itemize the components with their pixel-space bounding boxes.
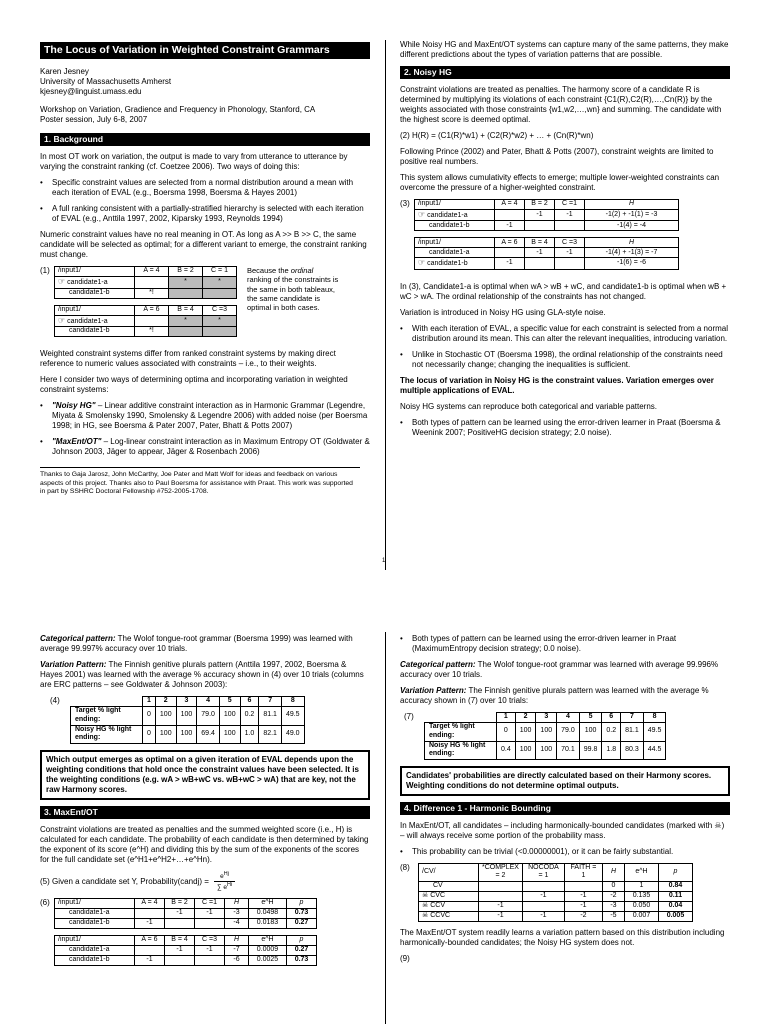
harmony-header: H bbox=[585, 238, 679, 248]
violation-cell bbox=[169, 327, 203, 337]
column-header: 2 bbox=[515, 713, 536, 723]
constraint-header: C =3 bbox=[195, 936, 225, 946]
tableau-input: /input1/ bbox=[415, 238, 495, 248]
violation-cell: -1 bbox=[495, 221, 525, 231]
table-cell: 82.1 bbox=[259, 725, 282, 744]
table-cell: 100 bbox=[155, 725, 176, 744]
tableau-input: /CV/ bbox=[419, 863, 479, 882]
section-heading: 3. MaxEnt/OT bbox=[40, 806, 370, 819]
author-affiliation: University of Massachusetts Amherst bbox=[40, 77, 172, 87]
prob-header: p bbox=[287, 936, 317, 946]
pointing-hand-icon: ☞ bbox=[418, 209, 426, 219]
violation-cell: -1 bbox=[555, 209, 585, 221]
paragraph: In most OT work on variation, the output is made to vary from utterance to utterance by varying the constraint ranking (cf. Coetzee 2006). Two ways of doing this: bbox=[40, 151, 348, 171]
constraint-header: NOCODA = 1 bbox=[522, 863, 564, 882]
candidate-cell bbox=[419, 902, 479, 912]
tableaux bbox=[54, 898, 317, 972]
violation-cell: * bbox=[203, 276, 237, 288]
table-cell: 1.0 bbox=[240, 725, 259, 744]
table-cell: 100 bbox=[219, 725, 240, 744]
constraint-header: A = 6 bbox=[135, 305, 169, 315]
candidate-label: candidate1-a bbox=[427, 211, 468, 219]
equation-2: (2) H(R) = (C1(R)*w1) + (C2(R)*w2) + … + (Cn(R)*wn) bbox=[400, 130, 594, 140]
column-header: 5 bbox=[219, 697, 240, 707]
section-heading: 1. Background bbox=[40, 133, 370, 146]
candidate-label: candidate1-b bbox=[55, 956, 135, 966]
paragraph: Variation Pattern: The Finnish genitive plurals pattern (Anttila 1997, 2002, Boersma & Hayes 2001) was learned with the average % accuracy shown in (4) over 10 trials (columns are ERC patterns – see Goldwater & Johnson 2003): bbox=[40, 660, 364, 689]
violation-cell: -1 bbox=[555, 248, 585, 258]
constraint-header: C =1 bbox=[555, 199, 585, 209]
example-8 bbox=[400, 863, 730, 923]
table-cell: 49.5 bbox=[643, 723, 666, 742]
column-header: 6 bbox=[240, 697, 259, 707]
paragraph: In MaxEnt/OT, all candidates – including harmonically-bounded candidates (marked with ☠) – will always receive some portion of the probability mass. bbox=[400, 820, 725, 840]
candidate-cell bbox=[55, 315, 135, 327]
constraint-header: B = 2 bbox=[169, 266, 203, 276]
poster-page-2 bbox=[0, 610, 768, 1024]
table-cell: 100 bbox=[219, 707, 240, 726]
page-number: 1 bbox=[382, 558, 386, 564]
constraint-header: C =1 bbox=[195, 899, 225, 909]
violation-cell bbox=[495, 248, 525, 258]
constraint-header: C =3 bbox=[203, 305, 237, 315]
paragraph: Constraint violations are treated as penalties and the summed weighted score (i.e., H) is calculated for each candidate. The probability of each candidate is then determined by taking the exponent of its score (e^H) and dividing this by the sum of the exponents of the scores for the full candidate set (e^H1+e^H2+…+e^Hn). bbox=[40, 824, 369, 864]
violation-cell: -1 bbox=[495, 258, 525, 270]
bullet-list bbox=[400, 418, 730, 438]
example-number: (1) bbox=[40, 265, 50, 275]
table-cell: 1.8 bbox=[602, 741, 621, 760]
bullet-item: • Both types of pattern can be learned using the error-driven learner in Praat (MaximumEntropy decision strategy; 0.0 noise). bbox=[400, 634, 730, 654]
candidate-cell bbox=[419, 912, 479, 922]
harmony-header: H bbox=[225, 899, 249, 909]
constraint-header: B = 2 bbox=[525, 199, 555, 209]
table-cell: 0.2 bbox=[240, 707, 259, 726]
paragraph: While Noisy HG and MaxEnt/OT systems can capture many of the same patterns, they make different predictions about the types of variation patterns that are possible. bbox=[400, 40, 729, 59]
footnote: Thanks to Gaja Jarosz, John McCarthy, Joe Pater and Matt Wolf for ideas and feedback on various aspects of this project. Thanks also to Paul Boersma for assistance with Praat. This work was supported in part by SSHRC Doctoral Fellowship #752-2005-1708. bbox=[40, 467, 360, 496]
column-header: 8 bbox=[643, 713, 666, 723]
constraint-header: A = 6 bbox=[135, 936, 165, 946]
candidate-label: candidate1-a bbox=[67, 317, 108, 325]
table-cell: 0 bbox=[143, 725, 156, 744]
table-cell: 79.0 bbox=[557, 723, 580, 742]
bullet-list bbox=[400, 634, 730, 654]
table-cell: 44.5 bbox=[643, 741, 666, 760]
table-cell: 100 bbox=[515, 741, 536, 760]
table-cell: 49.0 bbox=[281, 725, 304, 744]
candidate-label: candidate1-a bbox=[67, 278, 108, 286]
example-3 bbox=[400, 199, 730, 277]
column-header: 4 bbox=[557, 713, 580, 723]
table-cell: 100 bbox=[536, 741, 557, 760]
tableau: /input1/ A = 4 B = 2 C =1 H e^H p candidate1-a -1 -1 -3 0.0498 0.73 candidate1-b -1 -4 0.0183 0.27 bbox=[54, 898, 317, 929]
table-cell: 100 bbox=[515, 723, 536, 742]
exp-header: e^H bbox=[249, 936, 287, 946]
violation-cell: *! bbox=[135, 288, 169, 298]
pointing-hand-icon: ☞ bbox=[418, 258, 426, 268]
example-number: (6) bbox=[40, 898, 50, 908]
bullet-item: • Specific constraint values are selected from a normal distribution around a mean with each iteration of EVAL (e.g., Boersma 1998, Boersma & Hayes 2001) bbox=[40, 178, 370, 198]
bullet-item: • A full ranking consistent with a partially-stratified hierarchy is selected with each iteration of EVAL (e.g., Anttila 1997, 2002, Kiparsky 1993, Reynolds 1994) bbox=[40, 204, 370, 224]
candidate-label: candidate1-b bbox=[55, 919, 135, 929]
example-number: (7) bbox=[404, 712, 414, 721]
constraint-header: FAITH = 1 bbox=[564, 863, 602, 882]
table-cell: 80.3 bbox=[621, 741, 644, 760]
paragraph: The MaxEnt/OT system readily learns a variation pattern based on this distribution including harmonically-bounded candidates; the Noisy HG system does not. bbox=[400, 928, 725, 948]
venue-block bbox=[40, 105, 370, 125]
key-claim: The locus of variation in Noisy HG is the constraint values. Variation emerges over multiple applications of EVAL. bbox=[400, 376, 714, 396]
table-cell: 81.1 bbox=[621, 723, 644, 742]
violation-cell bbox=[555, 221, 585, 231]
table-cell: 69.4 bbox=[197, 725, 220, 744]
prob-header: p bbox=[658, 863, 692, 882]
constraint-header: C =3 bbox=[555, 238, 585, 248]
constraint-header: B = 4 bbox=[525, 238, 555, 248]
harmony-cell: -1(4) = -4 bbox=[585, 221, 679, 231]
bullet-item: • "MaxEnt/OT" – Log-linear constraint interaction as in Maximum Entropy OT (Goldwater & Johnson 2003, Jäger to appear, Jäger & Rosenbach 2006) bbox=[40, 437, 370, 457]
table-cell: 49.5 bbox=[281, 707, 304, 726]
candidate-label: candidate1-a bbox=[55, 909, 135, 919]
venue-line: Poster session, July 6-8, 2007 bbox=[40, 115, 148, 125]
example-number: (8) bbox=[400, 862, 410, 872]
example-6 bbox=[40, 898, 370, 972]
column-divider bbox=[385, 632, 386, 1024]
constraint-header: B = 4 bbox=[165, 936, 195, 946]
constraint-header: A = 4 bbox=[135, 899, 165, 909]
violation-cell bbox=[135, 315, 169, 327]
violation-cell: * bbox=[169, 315, 203, 327]
venue-line: Workshop on Variation, Gradience and Frequency in Phonology, Stanford, CA bbox=[40, 105, 316, 115]
paragraph: Here I consider two ways of determining optima and incorporating variation in weighted constraint systems: bbox=[40, 375, 348, 395]
candidate-label: candidate1-b bbox=[55, 327, 135, 337]
candidate-label: CVC bbox=[430, 892, 446, 900]
left-column bbox=[40, 0, 370, 497]
candidate-label: candidate1-a bbox=[55, 946, 135, 956]
harmony-header: H bbox=[585, 199, 679, 209]
column-header: 5 bbox=[579, 713, 602, 723]
violation-cell: * bbox=[169, 276, 203, 288]
row-header: Noisy HG % light ending: bbox=[71, 725, 143, 744]
bullet-list bbox=[400, 324, 730, 370]
column-header: 1 bbox=[143, 697, 156, 707]
paragraph: Noisy HG systems can reproduce both categorical and variable patterns. bbox=[400, 402, 658, 412]
tableau-input: /input1/ bbox=[55, 305, 135, 315]
example-4 bbox=[40, 696, 370, 744]
constraint-header: A = 4 bbox=[495, 199, 525, 209]
key-claim-box: Candidates' probabilities are directly calculated based on their Harmony scores. Weighting conditions do not determine optimal outputs. bbox=[400, 766, 730, 796]
author-block bbox=[40, 67, 370, 97]
constraint-header: *COMPLEX = 2 bbox=[479, 863, 523, 882]
paragraph: Categorical pattern: The Wolof tongue-root grammar was learned with average 99.996% accuracy over 10 trials. bbox=[400, 660, 719, 679]
tableau-input: /input1/ bbox=[55, 936, 135, 946]
row-header: Target % light ending: bbox=[425, 723, 497, 742]
column-header: 2 bbox=[155, 697, 176, 707]
table-cell: 79.0 bbox=[197, 707, 220, 726]
example-number: (4) bbox=[50, 696, 60, 705]
tableau-input: /input1/ bbox=[55, 899, 135, 909]
table-cell: 70.1 bbox=[557, 741, 580, 760]
violation-cell bbox=[203, 288, 237, 298]
violation-cell bbox=[495, 209, 525, 221]
tableaux bbox=[414, 199, 679, 277]
violation-cell bbox=[525, 258, 555, 270]
table-cell: 100 bbox=[536, 723, 557, 742]
tableau bbox=[414, 199, 679, 232]
tableau-input: /input1/ bbox=[415, 199, 495, 209]
key-claim-box: Which output emerges as optimal on a given iteration of EVAL depends upon the weighting conditions that hold once the constraint values have been selected. It is the weighting conditions (e.g. wA > wB+wC vs. wB+wC > wA) that are key, not the raw Harmony scores. bbox=[40, 750, 370, 800]
pointing-hand-icon: ☞ bbox=[58, 315, 66, 325]
column-header: 3 bbox=[536, 713, 557, 723]
harmony-header: H bbox=[602, 863, 624, 882]
candidate-label: candidate1-b bbox=[415, 221, 495, 231]
table-cell: 100 bbox=[155, 707, 176, 726]
constraint-header: C = 1 bbox=[203, 266, 237, 276]
violation-cell bbox=[169, 288, 203, 298]
candidate-cell bbox=[419, 892, 479, 902]
prob-header: p bbox=[287, 899, 317, 909]
harmony-cell: -1(2) + -1(1) = -3 bbox=[585, 209, 679, 221]
candidate-label: CCVC bbox=[430, 912, 451, 920]
tableau: /CV/ *COMPLEX = 2 NOCODA = 1 FAITH = 1 H e^H p CV 0 1 0.84 ☠ CVC -1 -1 -2 0.135 0.11 ☠ CCV -1 -1 -3 0.050 0.04 ☠ CCVC -1 -1 -2 -5 0.007 0.005 bbox=[418, 863, 693, 923]
paragraph: This system allows cumulativity effects to emerge; multiple lower-weighted constraints can overcome the pressure of a higher-weighted constraint. bbox=[400, 172, 720, 192]
violation-cell: -1 bbox=[525, 248, 555, 258]
column-divider bbox=[385, 40, 386, 570]
candidate-cell bbox=[415, 258, 495, 270]
equation-5: (5) Given a candidate set Y, Probability(candj) = $e^{Hj}$ ∑ $e^{Hi}$ bbox=[40, 871, 370, 893]
probability-fraction: $e^{Hj}$ ∑ $e^{Hi}$ bbox=[214, 871, 235, 893]
violation-cell bbox=[525, 221, 555, 231]
violation-cell bbox=[555, 258, 585, 270]
violation-cell: *! bbox=[135, 327, 169, 337]
column-header: 8 bbox=[281, 697, 304, 707]
poster-title: The Locus of Variation in Weighted Constraint Grammars bbox=[40, 42, 370, 59]
tableaux bbox=[54, 266, 237, 344]
column-header: 1 bbox=[497, 713, 516, 723]
bullet-item: • Both types of pattern can be learned using the error-driven learner in Praat (Boersma & Weenink 2007; PositiveHG decision strategy; 2.0 noise). bbox=[400, 418, 730, 438]
right-column bbox=[400, 610, 730, 970]
tableau bbox=[54, 266, 237, 299]
skull-icon: ☠ bbox=[422, 912, 429, 920]
tableau-input: /input1/ bbox=[55, 266, 135, 276]
harmony-cell: -1(4) + -1(3) = -7 bbox=[585, 248, 679, 258]
candidate-label: CCV bbox=[430, 902, 446, 910]
candidate-cell bbox=[415, 209, 495, 221]
constraint-header: A = 4 bbox=[135, 266, 169, 276]
paragraph: Categorical pattern: The Wolof tongue-root grammar (Boersma 1999) was learned with average 99.997% accuracy over 10 trials. bbox=[40, 634, 353, 653]
bullet-item: • Unlike in Stochastic OT (Boersma 1998), the ordinal relationship of the constraints need not necessarily change; changing the inequalities is sufficient. bbox=[400, 350, 730, 370]
exp-header: e^H bbox=[249, 899, 287, 909]
violation-cell bbox=[203, 327, 237, 337]
row-header: Noisy HG % light ending: bbox=[425, 741, 497, 760]
table-cell: 0 bbox=[143, 707, 156, 726]
violation-cell: * bbox=[203, 315, 237, 327]
example-1 bbox=[40, 266, 370, 344]
candidate-label: candidate1-b bbox=[55, 288, 135, 298]
side-note: Because the ordinal ranking of the constraints is the same in both tableaux, the same candidate is optimal in both cases. bbox=[247, 265, 339, 313]
accuracy-table bbox=[424, 712, 666, 760]
example-number: (3) bbox=[400, 198, 410, 208]
constraint-header: A = 6 bbox=[495, 238, 525, 248]
candidate-label: CV bbox=[419, 882, 479, 892]
accuracy-table bbox=[70, 696, 305, 744]
right-column bbox=[400, 0, 730, 444]
paragraph: Following Prince (2002) and Pater, Bhatt & Potts (2007), constraint weights are limited to positive real numbers. bbox=[400, 146, 714, 166]
bullet-list bbox=[400, 847, 730, 857]
bullet-item: • With each iteration of EVAL, a specific value for each constraint is selected from a normal distribution around its mean. This can alter the relevant inequalities, introducing variation. bbox=[400, 324, 730, 344]
skull-icon: ☠ bbox=[422, 902, 429, 910]
table-cell: 99.8 bbox=[579, 741, 602, 760]
constraint-header: B = 2 bbox=[165, 899, 195, 909]
paragraph: In (3), Candidate1-a is optimal when wA > wB + wC, and candidate1-b is optimal when wB + wC > wA. The ordinal relationship of the constraints has not changed. bbox=[400, 282, 727, 302]
bullet-item: • This probability can be trivial (<0.00000001), or it can be fairly substantial. bbox=[400, 847, 730, 857]
table-cell: 100 bbox=[176, 725, 197, 744]
constraint-header: B = 4 bbox=[169, 305, 203, 315]
harmony-cell: -1(6) = -6 bbox=[585, 258, 679, 270]
column-header: 4 bbox=[197, 697, 220, 707]
skull-icon: ☠ bbox=[422, 892, 429, 900]
harmony-header: H bbox=[225, 936, 249, 946]
table-cell: 100 bbox=[579, 723, 602, 742]
tableau bbox=[414, 237, 679, 270]
bullet-item: • "Noisy HG" – Linear additive constraint interaction as in Harmonic Grammar (Legendre, Miyata & Smolensky 1990, Smolensky & Legendre 2006) with added noise (per Boersma 1998; in HG, see Boersma & Pater 2007, Pater, Bhatt & Potts 2007) bbox=[40, 401, 370, 431]
table-cell: 0.2 bbox=[602, 723, 621, 742]
column-header: 3 bbox=[176, 697, 197, 707]
bullet-list bbox=[40, 401, 370, 457]
column-header: 7 bbox=[621, 713, 644, 723]
candidate-label: candidate1-a bbox=[415, 248, 495, 258]
left-column bbox=[40, 610, 370, 978]
tableau: /input1/ A = 6 B = 4 C =3 H e^H p candidate1-a -1 -1 -7 0.0009 0.27 candidate1-b -1 -6 0.0025 0.73 bbox=[54, 935, 317, 966]
section-heading: 2. Noisy HG bbox=[400, 66, 730, 79]
bullet-list bbox=[40, 178, 370, 224]
exp-header: e^H bbox=[624, 863, 658, 882]
paragraph: Variation Pattern: The Finnish genitive plurals pattern was learned with the average % accuracy shown in (7) over 10 trials: bbox=[400, 686, 709, 705]
pointing-hand-icon: ☞ bbox=[58, 276, 66, 286]
table-cell: 81.1 bbox=[259, 707, 282, 726]
table-cell: 100 bbox=[176, 707, 197, 726]
author-email: kjesney@linguist.umass.edu bbox=[40, 87, 142, 97]
author-name: Karen Jesney bbox=[40, 67, 89, 77]
row-header: Target % light ending: bbox=[71, 707, 143, 726]
paragraph: Variation is introduced in Noisy HG using GLA-style noise. bbox=[400, 308, 606, 318]
candidate-label: candidate1-b bbox=[427, 260, 468, 268]
section-heading: 4. Difference 1 - Harmonic Bounding bbox=[400, 802, 730, 815]
table-cell: 0 bbox=[497, 723, 516, 742]
paragraph: Numeric constraint values have no real meaning in OT. As long as A >> B >> C, the same candidate will be selected as optimal; for a different variant to emerge, the constraint ranking must change. bbox=[40, 229, 367, 259]
column-header: 7 bbox=[259, 697, 282, 707]
paragraph: Constraint violations are treated as penalties. The harmony score of a candidate R is determined by multiplying its violations of each constraint {C1(R),C2(R),…,Cn(R)} by the weights associated with those constraints {w1,w2,…,wn} and summing. The candidate with the highest score is deemed optimal. bbox=[400, 84, 722, 124]
example-7 bbox=[400, 712, 730, 760]
table-cell: 0.4 bbox=[497, 741, 516, 760]
example-9-start: (9) bbox=[400, 954, 410, 964]
column-header: 6 bbox=[602, 713, 621, 723]
violation-cell bbox=[135, 276, 169, 288]
candidate-cell bbox=[55, 276, 135, 288]
tableau bbox=[54, 305, 237, 338]
paragraph: Weighted constraint systems differ from ranked constraint systems by making direct reference to numeric values associated with constraints – i.e., to their weights. bbox=[40, 349, 336, 369]
violation-cell: -1 bbox=[525, 209, 555, 221]
